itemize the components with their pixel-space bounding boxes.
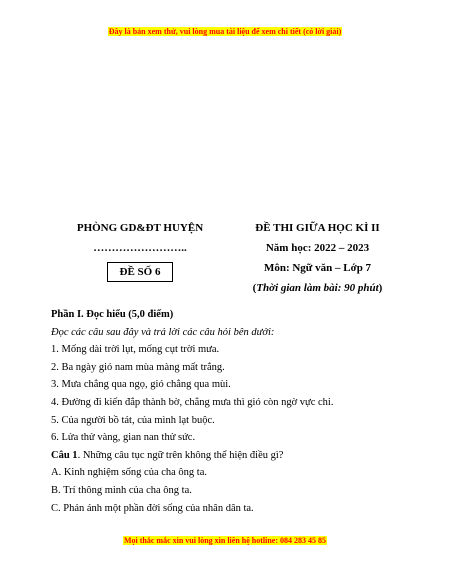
section-title: Phần I. Đọc hiểu (5,0 điểm) [51,309,174,320]
proverb-item: 4. Đường đi kiến đắp thành bờ, chẳng mưa thì gió còn ngờ vực chi. [51,396,334,408]
subject-grade: Môn: Ngữ văn – Lớp 7 [263,262,372,274]
proverb-item: 3. Mưa chẳng qua ngọ, gió chẳng qua mùi. [51,379,231,391]
hotline-banner [0,536,450,545]
proverb-item: 6. Lửa thử vàng, gian nan thử sức. [51,432,196,444]
exam-body [51,306,421,517]
reading-instruction: Đọc các câu sau đây và trả lời các câu hỏi bên dưới: [51,326,275,338]
answer-option: A. Kinh nghiệm sống của cha ông ta. [51,467,208,479]
exam-title: ĐỀ THI GIỮA HỌC KÌ II [255,222,380,234]
question-label: Câu 1 [51,449,78,461]
question-1 [51,447,421,465]
answer-option: B. Trí thông minh của cha ông ta. [51,484,192,496]
proverb-item: 2. Ba ngày gió nam mùa màng mất trắng. [51,361,225,373]
duration-close: ) [378,282,383,294]
exam-code-box: ĐỀ SỐ 6 [107,262,174,282]
question-text: . Những câu tục ngữ trên không thể hiện điều gì? [77,449,284,461]
header-left [60,218,220,278]
proverb-item: 5. Của người bồ tát, của mình lạt buộc. [51,414,215,426]
duration-open: ( [252,282,257,294]
preview-notice-banner [0,27,450,36]
exam-duration [230,278,405,298]
department-dots: …………………….. [93,242,187,254]
answer-option: C. Phản ánh một phần đời sống của nhân dân ta. [51,502,254,514]
proverb-item: 1. Mống dài trời lụt, mống cụt trời mưa. [51,344,220,356]
department-name: PHÒNG GD&ĐT HUYỆN [76,222,204,234]
hotline-text: Mọi thắc mắc xin vui lòng xin liên hệ hotline: 084 283 45 85 [123,536,326,545]
duration-text: Thời gian làm bài: 90 phút [256,282,379,294]
school-year: Năm học: 2022 – 2023 [265,242,370,254]
preview-notice-text: Đây là bản xem thử, vui lòng mua tài liệu để xem chi tiết (có lời giải) [108,27,342,36]
header-right [230,218,405,298]
